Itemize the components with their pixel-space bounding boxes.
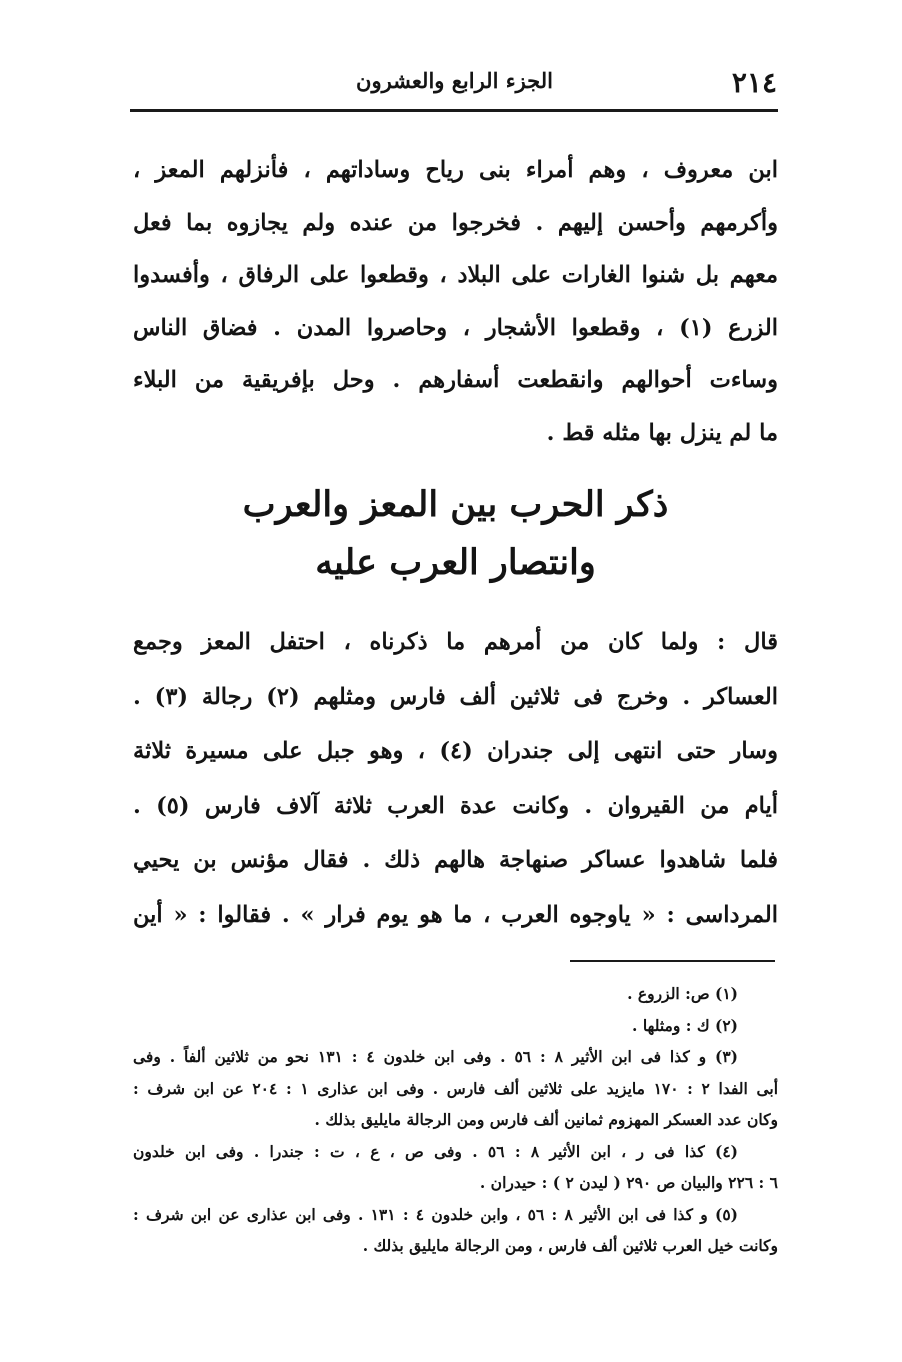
footnote-line: وكانت خيل العرب ثلاثين ألف فارس ، ومن الرجالة مايليق بذلك . — [362, 1236, 778, 1255]
footnote-line: (٣) و كذا فى ابن الأثير ٨ : ٥٦ . وفى ابن خلدون ٤ : ١٣١ نحو من ثلاثين ألفاً . وفى — [133, 1047, 739, 1066]
text-line: ما لم ينزل بها مثله قط . — [546, 419, 778, 446]
text-line: وأكرمهم وأحسن إليهم . فخرجوا من عنده ولم يجازوه بما فعل — [133, 209, 778, 236]
header-rule — [130, 109, 778, 112]
text-line: فلما شاهدوا عساكر صنهاجة هالهم ذلك . فقال مؤنس بن يحيي — [133, 847, 778, 873]
heading-line: وانتصار العرب عليه — [315, 542, 596, 583]
paragraph-2 — [133, 615, 778, 942]
footnote-line: ٦ : ٢٢٦ والبيان ص ٢٩٠ ( ليدن ٢ ) : حيدران . — [479, 1173, 778, 1192]
footnote-line: وكان عدد العسكر المهزوم ثمانين ألف فارس ومن الرجالة مايليق بذلك . — [314, 1110, 778, 1129]
footnotes — [133, 978, 778, 1262]
footnote-rule — [570, 960, 775, 962]
page-header — [132, 62, 777, 106]
text-line: وساءت أحوالهم وانقطعت أسفارهم . وحل بإفريقية من البلاء — [133, 367, 778, 393]
running-title: الجزء الرابع والعشرون — [356, 68, 553, 93]
text-line: وسار حتى انتهى إلى جندران (٤) ، وهو جبل على مسيرة ثلاثة — [133, 738, 778, 764]
footnote-line: (٤) كذا فى ر ، ابن الأثير ٨ : ٥٦ . وفى ص ، ع ، ت : جندرا . وفى ابن خلدون — [133, 1141, 739, 1161]
text-line: أيام من القيروان . وكانت عدة العرب ثلاثة آلاف فارس (٥) . — [133, 792, 779, 819]
section-heading — [133, 476, 778, 592]
text-line: العساكر . وخرج فى ثلاثين ألف فارس ومثلهم (٢) رجالة (٣) . — [133, 683, 779, 710]
text-line: معهم بل شنوا الغارات على البلاد ، وقطعوا على الرفاق ، وأفسدوا — [133, 262, 778, 288]
footnote-line: أبى الفدا ٢ : ١٧٠ مايزيد على ثلاثين ألف فارس . وفى ابن عذارى ١ : ٢٠٤ عن ابن شرف : — [133, 1078, 778, 1098]
footnote-line: (١) ص: الزروع . — [627, 984, 738, 1003]
text-line: المرداسى : « ياوجوه العرب ، ما هو يوم فرار » . فقالوا : « أين — [133, 901, 778, 928]
paragraph-1 — [133, 144, 778, 459]
text-line: الزرع (١) ، وقطعوا الأشجار ، وحاصروا المدن . فضاق الناس — [133, 314, 778, 341]
heading-line: ذكر الحرب بين المعز والعرب — [242, 484, 669, 525]
footnote-line: (٢) ك : ومثلها . — [632, 1015, 738, 1035]
text-line: ابن معروف ، وهم أمراء بنى رياح وساداتهم ، فأنزلهم المعز ، — [133, 157, 778, 183]
page-number: ٢١٤ — [731, 66, 777, 99]
footnote-line: (٥) و كذا فى ابن الأثير ٨ : ٥٦ ، وابن خلدون ٤ : ١٣١ . وفى ابن عذارى عن ابن شرف : — [133, 1204, 738, 1224]
text-line: قال : ولما كان من أمرهم ما ذكرناه ، احتفل المعز وجمع — [133, 629, 778, 655]
